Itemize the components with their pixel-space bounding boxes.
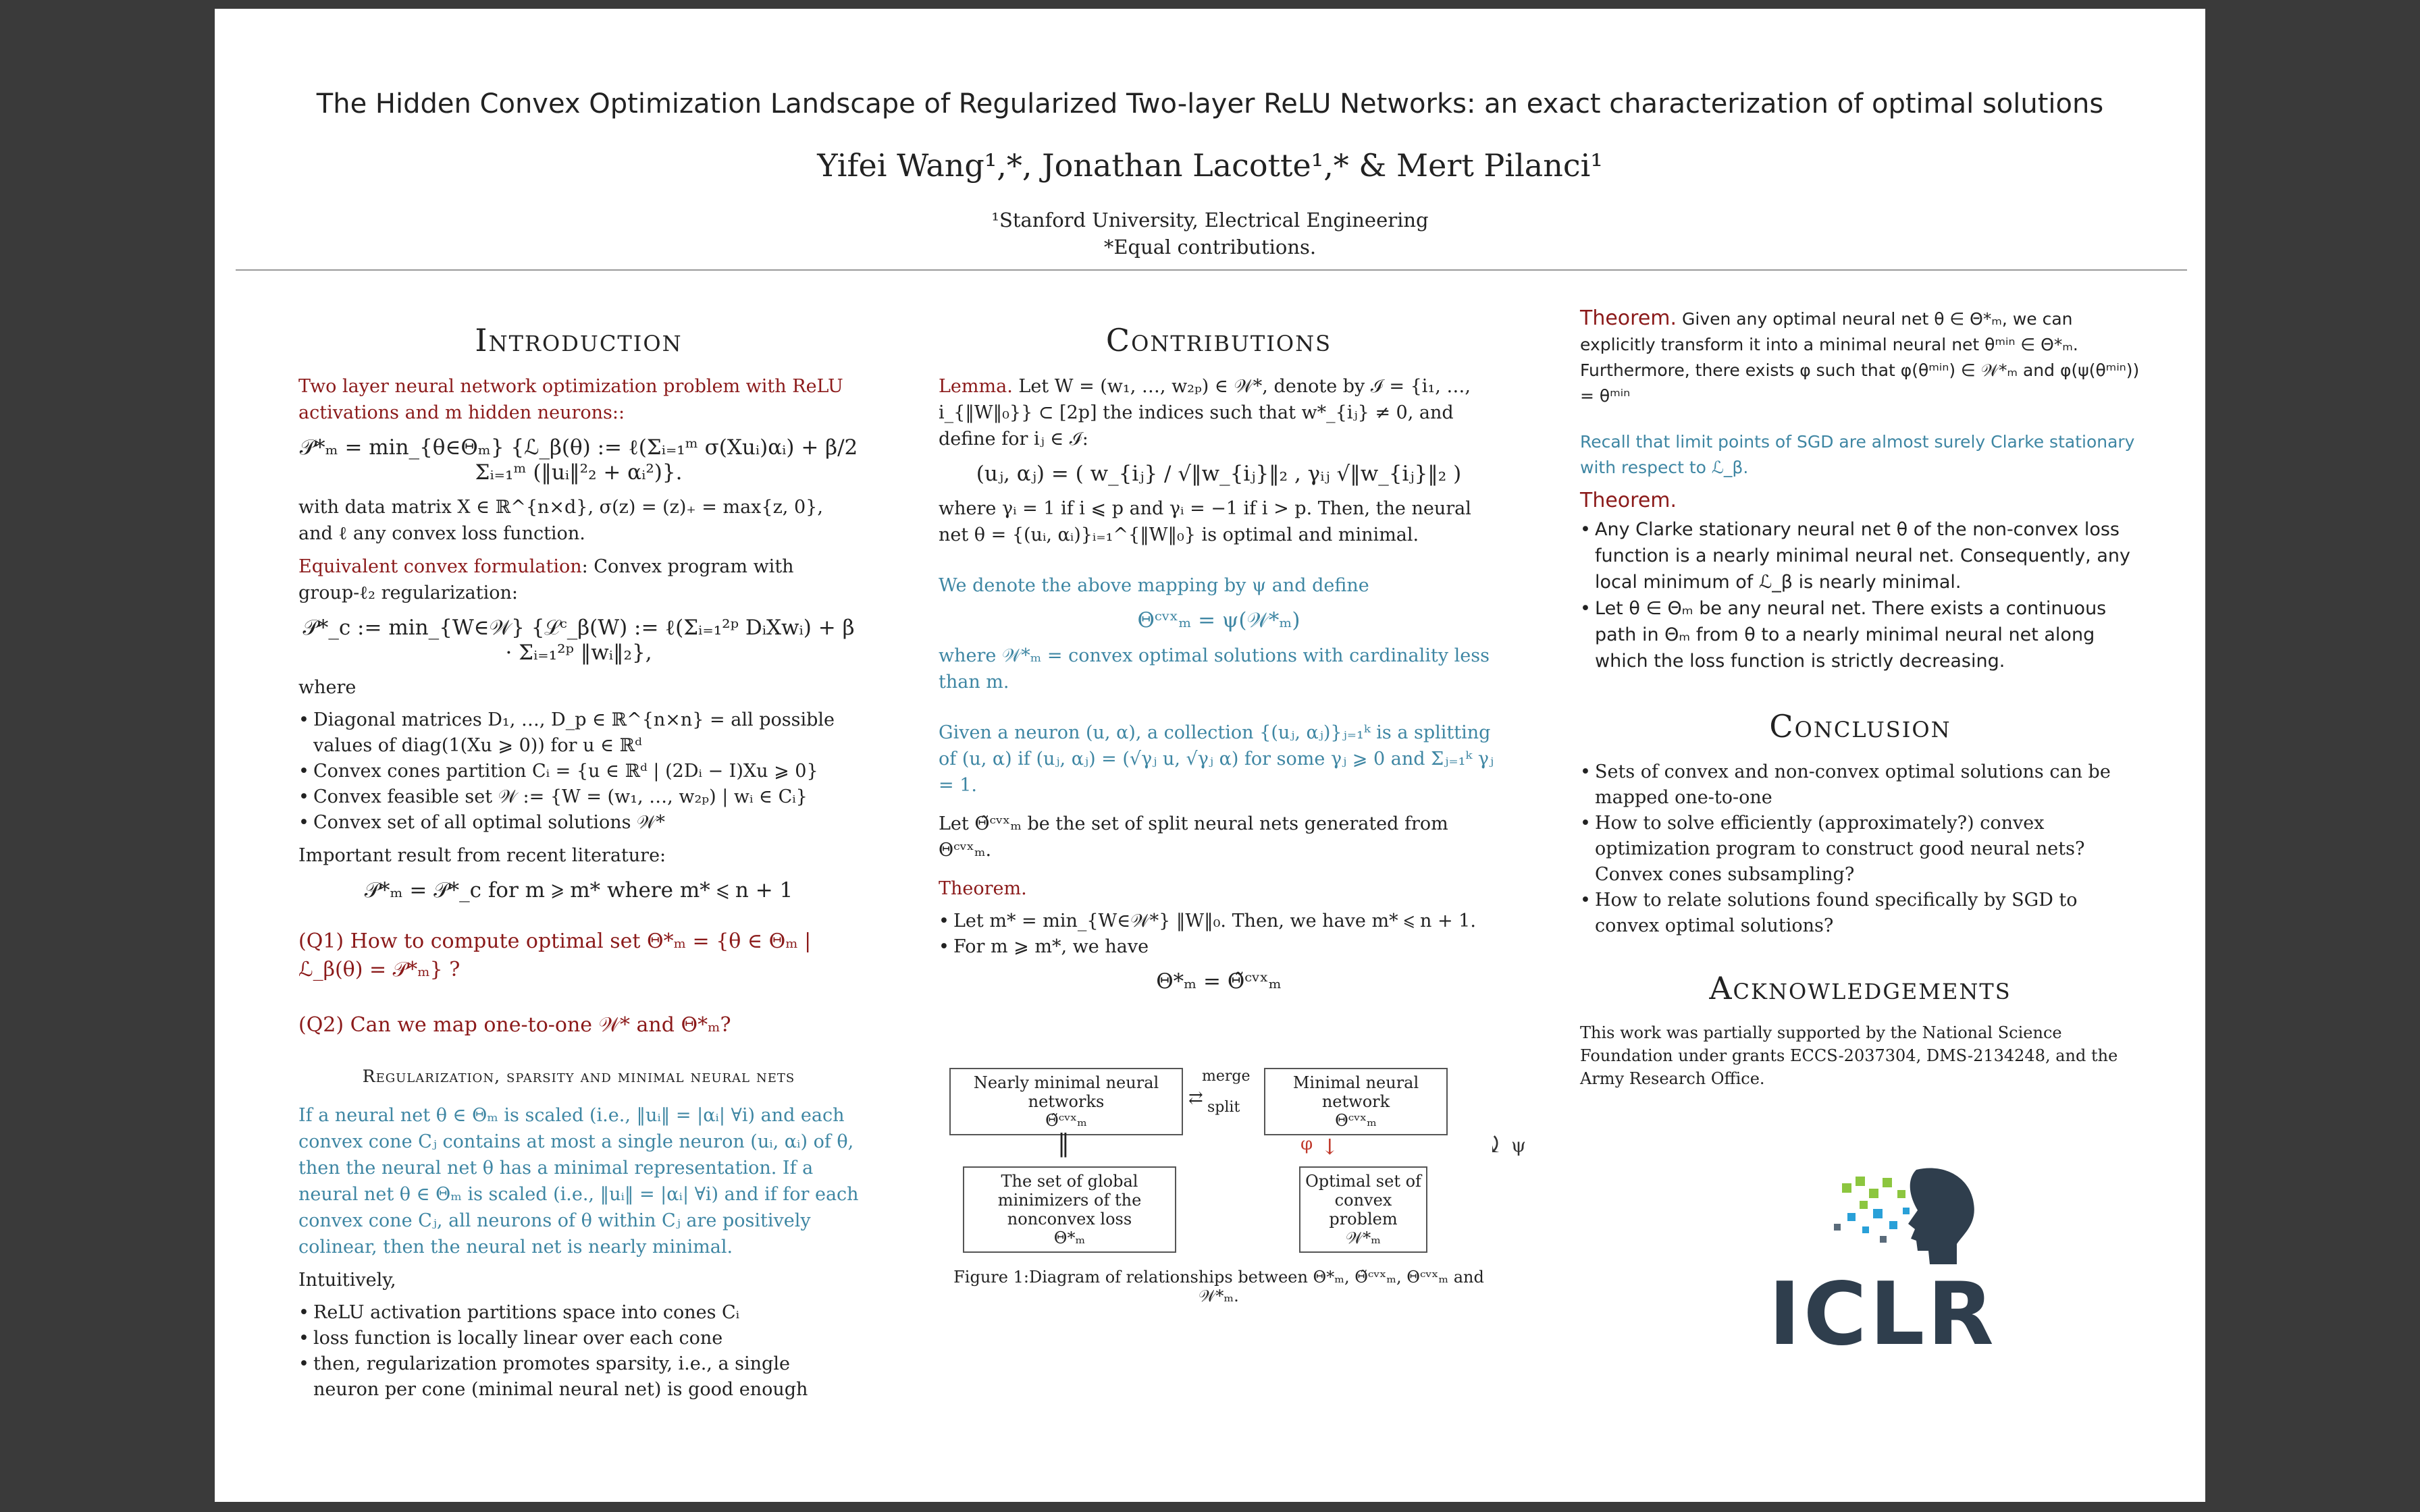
lemma-label: Lemma. [939, 376, 1013, 397]
nearly-minimal-label: Nearly minimal neural networks [973, 1073, 1159, 1111]
list-item: • Let m* = min_{W∈𝒲*} ‖W‖₀. Then, we have m* ⩽ n + 1. [939, 909, 1499, 934]
list-item: • loss function is locally linear over each cone [298, 1326, 859, 1351]
where-label: where [298, 677, 357, 698]
global-minimizers-box [963, 1166, 1176, 1253]
list-item: • Any Clarke stationary neural net θ of the non-convex loss function is a nearly minimal neural net. Consequently, any local minimum of ℒ_β is nearly minimal. [1580, 516, 2140, 595]
global-minimizers-label: The set of global minimizers of the nonconvex loss [997, 1172, 1142, 1228]
psi-label: ψ [1511, 1134, 1526, 1156]
iclr-wordmark: ICLR [1768, 1264, 1997, 1365]
intuition-list [298, 1300, 859, 1403]
intro-problem-statement: Two layer neural network optimization problem with ReLU activations and m hidden neurons:: [298, 376, 843, 423]
important-result-label: Important result from recent literature: [298, 845, 666, 866]
iclr-logo-graphic [1741, 1156, 2024, 1271]
list-item: • Convex set of all optimal solutions 𝒲* [298, 810, 859, 836]
data-matrix-description: with data matrix X ∈ ℝ^{n×d}, σ(z) = (z)₊ = max{z, 0}, and ℓ any convex loss function. [298, 497, 823, 544]
psi-arrow: ⤸ [1485, 1131, 1505, 1158]
psi-definition: We denote the above mapping by ψ and define [939, 575, 1369, 596]
global-minimizers-symbol: Θ*ₘ [1053, 1228, 1086, 1247]
nearly-minimal-symbol: Θ̃ᶜᵛˣₘ [1045, 1111, 1087, 1130]
conclusion-list [1580, 759, 2140, 939]
w-star-definition: where 𝒲*ₘ = convex optimal solutions with cardinality less than m. [939, 645, 1490, 693]
theorem-1-label: Theorem. [1580, 306, 1677, 330]
iclr-logo [1741, 1156, 2024, 1365]
sparsity-subheading: Regularization, sparsity and minimal neural nets [362, 1066, 795, 1086]
list-item: • For m ⩾ m*, we have [939, 934, 1499, 960]
affiliation: ¹Stanford University, Electrical Engineering [991, 209, 1429, 232]
minimal-net-paragraph: where γᵢ = 1 if i ⩽ p and γᵢ = −1 if i > p. Then, the neural net θ = {(uᵢ, αᵢ)}ᵢ₌₁^{‖W‖₀} is optimal and minimal. [939, 498, 1471, 545]
contributions-heading: Contributions [1105, 322, 1332, 358]
split-label: split [1207, 1099, 1240, 1116]
theorem-2-label: Theorem. [1580, 489, 1677, 512]
list-item: • Convex feasible set 𝒲 := {W = (w₁, …, w₂ₚ) | wᵢ ∈ Cᵢ} [298, 784, 859, 810]
header-divider [236, 269, 2187, 271]
optimal-set-equation: Θ*ₘ = Θ̃ᶜᵛˣₘ [1156, 969, 1282, 994]
list-item: • How to solve efficiently (approximately?) convex optimization program to construct good neural nets? Convex cones subsampling? [1580, 811, 2140, 888]
nearly-minimal-box [949, 1068, 1183, 1135]
theorem-1-paragraph [1580, 306, 2140, 409]
splitting-definition: Given a neuron (u, α), a collection {(uⱼ, αⱼ)}ⱼ₌₁ᵏ is a splitting of (u, α) if (uⱼ, αⱼ) = (√γⱼ u, √γⱼ α) for some γⱼ ⩾ 0 and Σⱼ₌₁ᵏ γⱼ = 1. [939, 722, 1494, 796]
minimal-network-box [1264, 1068, 1448, 1135]
equal-contribution-note: *Equal contributions. [1103, 236, 1317, 259]
list-item: • Diagonal matrices D₁, …, D_p ∈ ℝ^{n×n} = all possible values of diag(1(Xu ⩾ 0)) for u ∈ ℝᵈ [298, 707, 859, 759]
mapping-equation: (uⱼ, αⱼ) = ( w_{iⱼ} / √‖w_{iⱼ}‖₂ , γᵢⱼ √‖w_{iⱼ}‖₂ ) [976, 462, 1462, 486]
figure-caption: Figure 1:Diagram of relationships between Θ*ₘ, Θ̃ᶜᵛˣₘ, Θᶜᵛˣₘ and 𝒲*ₘ. [953, 1268, 1484, 1305]
paper-title: The Hidden Convex Optimization Landscape of Regularized Two-layer ReLU Networks: an exact characterization of optimal solutions [316, 88, 2104, 119]
poster [215, 9, 2205, 1502]
convex-formulation-text: : Convex program with group-ℓ₂ regularization: [298, 556, 794, 603]
list-item: • ReLU activation partitions space into cones Cᵢ [298, 1300, 859, 1326]
affiliations [215, 207, 2205, 261]
merge-split-arrows: ⇄ [1188, 1088, 1203, 1108]
lemma-text: Let W = (w₁, …, w₂ₚ) ∈ 𝒲*, denote by ℐ = {i₁, …, i_{‖W‖₀}} ⊂ [2p] the indices such that w*_{iⱼ} ≠ 0, and define for iⱼ ∈ ℐ: [939, 376, 1471, 450]
convex-optimal-set-box [1299, 1166, 1427, 1253]
acknowledgements-heading: Acknowledgements [1709, 970, 2011, 1006]
conclusion-heading: Conclusion [1769, 708, 1951, 745]
definitions-list [298, 707, 859, 836]
convex-optimal-set-symbol: 𝒲*ₘ [1346, 1228, 1381, 1247]
phi-label: φ [1300, 1134, 1313, 1154]
author-list: Yifei Wang¹,*, Jonathan Lacotte¹,* & Mert Pilanci¹ [817, 147, 1603, 184]
list-item: • then, regularization promotes sparsity, i.e., a single neuron per cone (minimal neural net) is good enough [298, 1351, 859, 1403]
list-item: • Let θ ∈ Θₘ be any neural net. There exists a continuous path in Θₘ from θ to a nearly minimal neural net along which the loss function is strictly decreasing. [1580, 595, 2140, 674]
question-2: (Q2) Can we map one-to-one 𝒲* and Θ*ₘ? [298, 1013, 731, 1037]
split-set-definition: Let Θ̃ᶜᵛˣₘ be the set of split neural nets generated from Θᶜᵛˣₘ. [939, 813, 1448, 861]
results-column [1580, 306, 2140, 1090]
minimal-network-label: Minimal neural network [1292, 1073, 1419, 1111]
list-item: • Sets of convex and non-convex optimal solutions can be mapped one-to-one [1580, 759, 2140, 811]
equivalence-equation: 𝒫*ₘ = 𝒫*_c for m ⩾ m* where m* ⩽ n + 1 [364, 878, 793, 902]
contributions-column [939, 306, 1526, 1305]
convex-formulation-paragraph [298, 554, 859, 606]
equivalence-marker: ‖ [1057, 1130, 1070, 1158]
nonconvex-objective-equation: 𝒫*ₘ = min_{θ∈Θₘ} {ℒ_β(θ) := ℓ(Σᵢ₌₁ᵐ σ(Xuᵢ)αᵢ) + β/2 Σᵢ₌₁ᵐ (‖uᵢ‖²₂ + αᵢ²)}. [299, 435, 858, 485]
phi-arrow: ↓ [1321, 1134, 1339, 1160]
theta-cvx-equation: Θᶜᵛˣₘ = ψ(𝒲*ₘ) [1137, 608, 1300, 632]
minimal-representation-paragraph: If a neural net θ ∈ Θₘ is scaled (i.e., ‖uᵢ‖ = |αᵢ| ∀i) and each convex cone Cⱼ contains at most a single neuron (uᵢ, αᵢ) of θ, then the neural net θ has a minimal representation. If a neural net θ ∈ Θₘ is scaled (i.e., ‖uᵢ‖ = |αᵢ| ∀i) and if for each convex cone Cⱼ, all neurons of θ within Cⱼ are positively colinear, then the neural net is nearly minimal. [298, 1105, 859, 1258]
list-item: • Convex cones partition Cᵢ = {u ∈ ℝᵈ | (2Dᵢ − I)Xu ⩾ 0} [298, 759, 859, 784]
convex-formulation-label: Equivalent convex formulation [298, 556, 582, 577]
introduction-heading: Introduction [475, 322, 683, 358]
merge-label: merge [1202, 1068, 1251, 1085]
sgd-recall: Recall that limit points of SGD are almost surely Clarke stationary with respect to ℒ_β. [1580, 432, 2135, 477]
acknowledgements-text: This work was partially supported by the National Science Foundation under grants ECCS-2037304, DMS-2134248, and the Army Research Office. [1580, 1023, 2118, 1088]
minimal-network-symbol: Θᶜᵛˣₘ [1335, 1111, 1377, 1130]
introduction-column [298, 306, 859, 1409]
convex-objective-equation: 𝒫*_c := min_{W∈𝒲} {ℒᶜ_β(W) := ℓ(Σᵢ₌₁²ᵖ DᵢXwᵢ) + β · Σᵢ₌₁²ᵖ ‖wᵢ‖₂}, [302, 616, 855, 665]
theorem-label: Theorem. [939, 878, 1027, 899]
intuitively-label: Intuitively, [298, 1270, 396, 1291]
lemma-paragraph [939, 373, 1499, 452]
list-item: • How to relate solutions found specifically by SGD to convex optimal solutions? [1580, 888, 2140, 939]
theorem-2-list [1580, 516, 2140, 674]
relationship-diagram [939, 1068, 1526, 1264]
theorem-1-text: Given any optimal neural net θ ∈ Θ*ₘ, we can explicitly transform it into a minimal neural net θᵐⁱⁿ ∈ Θ*ₘ. Furthermore, there exists φ such that φ(θᵐⁱⁿ) ∈ 𝒲*ₘ and φ(ψ(θᵐⁱⁿ)) = θᵐⁱⁿ [1580, 309, 2140, 406]
theorem-list [939, 909, 1499, 960]
question-1: (Q1) How to compute optimal set Θ*ₘ = {θ ∈ Θₘ | ℒ_β(θ) = 𝒫*ₘ} ? [298, 929, 812, 981]
convex-optimal-set-label: Optimal set of convex problem [1305, 1172, 1421, 1228]
